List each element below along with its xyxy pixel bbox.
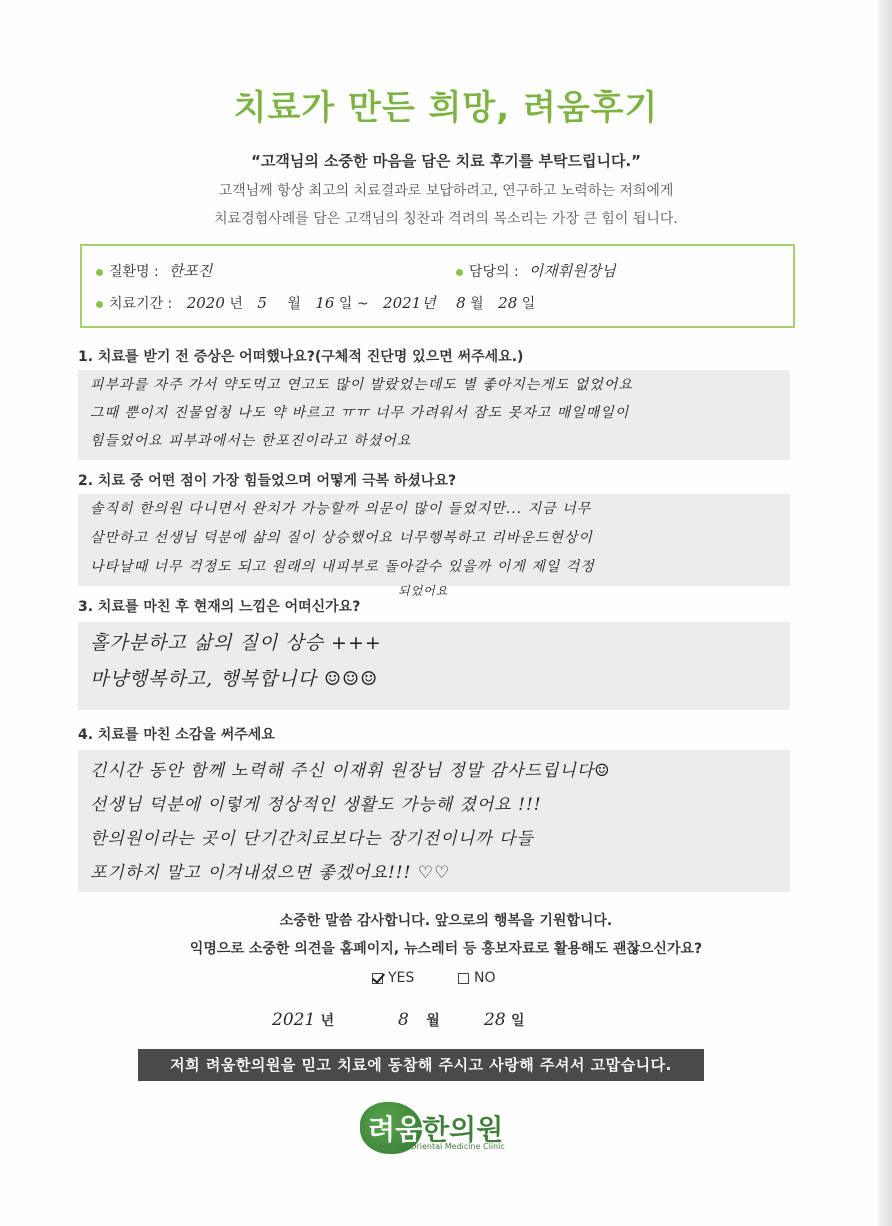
period-end-year: 2021년	[383, 294, 436, 312]
answer-line: 나타날때 너무 걱정도 되고 원래의 내피부로 돌아갈수 있을까 이게 제일 걱정	[90, 559, 595, 575]
answer-line: 살만하고 선생님 덕분에 삶의 질이 상승했어요 너무행복하고 리바운드현상이	[90, 530, 593, 546]
intro-quote: “고객님의 소중한 마음을 담은 치료 후기를 부탁드립니다.”	[250, 152, 642, 170]
answer-line: 포기하지 말고 이겨내셨으면 좋겠어요!!! ♡♡	[90, 863, 451, 883]
period-start-year: 2020	[186, 294, 225, 312]
disease-label: 질환명 :	[109, 264, 159, 280]
page-title: 치료가 만든 희망, 려움후기	[233, 88, 659, 128]
date-day-value: 28	[484, 1010, 506, 1030]
date-day-unit: 일	[511, 1013, 525, 1029]
doctor-value: 이재휘원장님	[528, 262, 616, 280]
answer-line: 그때 뿐이지 진물엄청 나도 약 바르고 ㅠㅠ 너무 가려워서 잠도 못자고 매일매일이	[90, 405, 630, 421]
doctor-label: 담당의 :	[469, 264, 519, 280]
answer-line: 되었어요	[398, 584, 449, 598]
date-month	[398, 1010, 440, 1030]
thanks-text: 소중한 말씀 감사합니다. 앞으로의 행복을 기원합니다.	[279, 913, 613, 929]
intro-line: 고객님께 항상 최고의 치료결과로 보답하려고, 연구하고 노력하는 저희에게	[218, 183, 674, 199]
period-start-day: 16	[315, 294, 335, 312]
period-start-month: 5	[257, 294, 267, 312]
answer-line: 홀가분하고 삶의 질이 상승 +++	[90, 632, 382, 654]
bullet-icon	[96, 269, 103, 276]
logo-name-part1: 려움	[368, 1113, 423, 1146]
doctor-row	[456, 260, 616, 281]
end-month-unit: 월	[470, 296, 484, 312]
logo-subtitle: Ryoum Oriental Medicine Clinic	[380, 1142, 505, 1151]
period-end-month: 8	[456, 294, 466, 312]
date-year-value: 2021	[272, 1010, 316, 1030]
answer-line: 선생님 덕분에 이렇게 정상적인 생활도 가능해 졌어요 !!!	[90, 795, 542, 815]
clinic-logo	[360, 1098, 550, 1158]
patient-info-box	[80, 244, 795, 328]
date-month-value: 8	[398, 1010, 409, 1030]
intro-line: 치료경험사례를 담은 고객님의 칭찬과 격려의 목소리는 가장 큰 힘이 됩니다.	[214, 211, 678, 227]
question-2-label: 2. 치료 중 어떤 점이 가장 힘들었으며 어떻게 극복 하셨나요?	[78, 473, 457, 489]
answer-line: 솔직히 한의원 다니면서 완치가 가능할까 의문이 많이 들었지만... 지금 너무	[90, 501, 592, 517]
disease-value: 한포진	[168, 262, 213, 280]
answer-line: 마냥행복하고, 행복합니다 ☺☺☺	[90, 668, 379, 690]
period-end-day: 28	[498, 294, 518, 312]
consent-question: 익명으로 소중한 의견을 홈페이지, 뉴스레터 등 홍보자료로 활용해도 괜찮으신가요?	[189, 941, 703, 957]
bullet-icon	[456, 269, 463, 276]
footer-banner: 저희 려움한의원을 믿고 치료에 동참해 주시고 사랑해 주셔서 고맙습니다.	[138, 1049, 704, 1081]
logo-name-part2: 한의원	[422, 1113, 504, 1146]
end-day-unit: 일	[521, 296, 536, 312]
answer-line: 피부과를 자주 가서 약도먹고 연고도 많이 발랐었는데도 별 좋아지는게도 없었어요	[90, 377, 633, 393]
period-label: 치료기간 :	[109, 296, 173, 312]
yes-option[interactable]	[372, 970, 414, 986]
yes-label: YES	[388, 970, 415, 986]
date-year	[272, 1010, 334, 1030]
date-year-unit: 년	[320, 1013, 335, 1029]
question-1-label: 1. 치료를 받기 전 증상은 어떠했나요?(구체적 진단명 있으면 써주세요.)	[78, 349, 524, 365]
no-option[interactable]	[458, 970, 496, 986]
disease-row	[96, 260, 212, 281]
answer-line: 힘들었어요 피부과에서는 한포진이라고 하셨어요	[90, 433, 412, 449]
question-4-label: 4. 치료를 마친 소감을 써주세요	[78, 727, 275, 743]
bullet-icon	[96, 301, 103, 308]
day-unit: 일 ~	[338, 296, 369, 312]
date-day	[484, 1010, 525, 1030]
no-checkbox[interactable]	[458, 973, 469, 984]
no-label: NO	[474, 970, 496, 986]
month-unit: 월	[287, 296, 301, 312]
question-3-label: 3. 치료를 마친 후 현재의 느낌은 어떠신가요?	[78, 599, 361, 615]
year-unit: 년	[229, 296, 243, 312]
answer-line: 한의원이라는 곳이 단기간치료보다는 장기전이니까 다들	[90, 829, 534, 849]
yes-checkbox[interactable]	[372, 973, 383, 984]
date-month-unit: 월	[426, 1013, 440, 1029]
period-row	[96, 292, 535, 313]
answer-line: 긴시간 동안 함께 노력해 주신 이재휘 원장님 정말 감사드립니다☺	[90, 761, 611, 781]
